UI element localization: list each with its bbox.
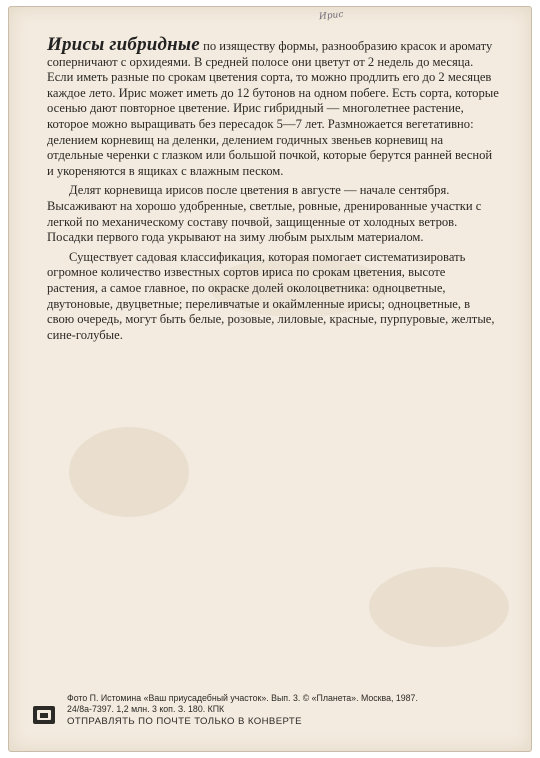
title: Ирисы гибридные — [47, 34, 200, 55]
paragraph-2: Делят корневища ирисов после цветения в августе — начале сентября. Высаживают на хорошо удобренные, светлые, ровные, дренированные участки с легкой по механическому составу почвой, защищенные от холодных ветров. Посадки первого года укрывают на зиму любым рыхлым материалом. — [47, 183, 482, 245]
handwritten-note: Ирис — [318, 9, 344, 23]
paper-stain — [69, 427, 189, 517]
paragraph-1 — [47, 34, 499, 179]
description-text — [47, 34, 499, 347]
paper-stain — [369, 567, 509, 647]
postcard-back — [8, 6, 532, 752]
credits-line-1: Фото П. Истомина «Ваш приусадебный участок». Вып. 3. © «Планета». Москва, 1987. — [67, 693, 418, 703]
imprint-footer — [33, 693, 513, 727]
photo-credits — [67, 693, 513, 715]
publisher-logo-icon — [33, 706, 55, 724]
mail-instruction: ОТПРАВЛЯТЬ ПО ПОЧТЕ ТОЛЬКО В КОНВЕРТЕ — [67, 716, 302, 727]
paragraph-3: Существует садовая классификация, которая помогает систематизировать огромное количество известных сортов ириса по срокам цветения, высоте растения, а самое главное, по окраске долей околоцветника: одноцветные, двутоновые, двуцветные; переливчатые и окаймленные ирисы; одноцветные, в свою очередь, могут быть белые, розовые, лиловые, красные, пурпуровые, желтые, сине-голубые. — [47, 249, 495, 342]
paragraph-1-text: по изяществу формы, разнообразию красок и аромату соперничают с орхидеями. В средней полосе они цветут от 2 недель до месяца. Если иметь разные по срокам цветения сорта, то можно продлить его до 2 месяцев каждое лето. Ирис может иметь до 12 бутонов на одном побеге. Есть сорта, которые осенью дают повторное цветение. Ирис гибридный — многолетнее растение, которое можно выращивать без пересадок 5—7 лет. Размножается вегетативно: делением корневищ на деленки, делением годичных звеньев корневищ на отдельные черенки с глазком или большой почкой, которые берутся ранней весной и укореняются в ящиках с влажным песком. — [47, 39, 499, 178]
credits-line-2: 24/8а-7397. 1,2 млн. 3 коп. З. 180. КПК — [67, 704, 225, 714]
mail-row — [33, 716, 513, 727]
